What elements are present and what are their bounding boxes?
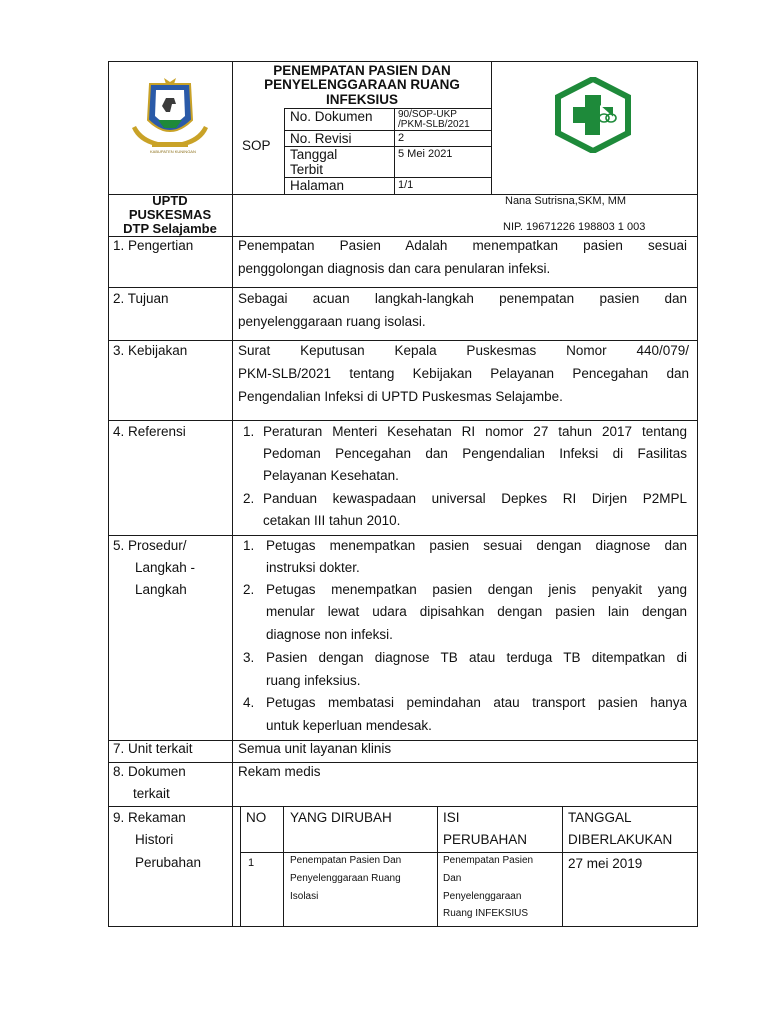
list-item-line: menular lewat udara dipisahkan dengan pasien lain dengan: [266, 604, 687, 619]
meta-value-issue-date: 5 Mei 2021: [398, 148, 453, 160]
table-cell-yang-dirubah: Isolasi: [290, 891, 319, 902]
emblem-caption: KABUPATEN KUNINGAN: [150, 149, 196, 154]
border: [108, 61, 698, 62]
border: [108, 287, 698, 288]
section-text-line: Rekam medis: [238, 764, 321, 779]
list-number: 2.: [243, 582, 255, 597]
border: [108, 762, 698, 763]
section-text-line: Semua unit layanan klinis: [238, 741, 392, 756]
list-number: 3.: [243, 650, 255, 665]
signatory-nip: NIP. 19671226 198803 1 003: [503, 221, 646, 233]
table-header-isi: ISI: [443, 810, 460, 825]
document-title-line: PENYELENGGARAAN RUANG: [264, 77, 460, 92]
meta-value-revision: 2: [398, 132, 405, 144]
list-number: 1.: [243, 538, 255, 553]
border: [437, 806, 438, 927]
list-item-line: Petugas menempatkan pasien dengan jenis penyakit yang: [266, 582, 687, 597]
section-label-tujuan: 2. Tujuan: [113, 291, 169, 306]
border: [108, 61, 109, 927]
border: [283, 806, 284, 927]
border: [108, 420, 698, 421]
border: [108, 740, 698, 741]
list-item-line: Petugas menempatkan pasien sesuai dengan diagnose dan: [266, 538, 687, 553]
document-title-line: PENEMPATAN PASIEN DAN: [273, 63, 451, 78]
sop-label: SOP: [242, 138, 271, 153]
list-number: 2.: [243, 491, 255, 506]
section-label-pengertian: 1. Pengertian: [113, 238, 194, 253]
section-label-rekaman: 9. Rekaman: [113, 810, 186, 825]
list-item-line: Petugas membatasi pemindahan atau transport pasien hanya: [266, 695, 687, 710]
section-label-kebijakan: 3. Kebijakan: [113, 343, 188, 358]
list-item-line: ruang infeksius.: [266, 673, 361, 688]
section-label-prosedur: Langkah -: [135, 560, 196, 575]
signatory-name: Nana Sutrisna,SKM, MM: [505, 195, 627, 207]
regency-emblem-icon: [128, 76, 212, 156]
section-label-prosedur: 5. Prosedur/: [113, 538, 187, 553]
meta-value-document-number: 90/SOP-UKP: [398, 109, 457, 120]
table-cell-yang-dirubah: Penyelenggaraan Ruang: [290, 873, 401, 884]
meta-label-page: Halaman: [290, 178, 345, 193]
section-label-unit-terkait: 7. Unit terkait: [113, 741, 193, 756]
section-label-referensi: 4. Referensi: [113, 424, 186, 439]
section-label-dokumen-terkait: 8. Dokumen: [113, 764, 186, 779]
list-item-line: Panduan kewaspadaan universal Depkes RI Dirjen P2MPL: [263, 491, 687, 506]
table-header-tanggal: DIBERLAKUKAN: [568, 832, 673, 847]
list-item-line: Peraturan Menteri Kesehatan RI nomor 27 tahun 2017 tentang: [263, 424, 687, 439]
list-item-line: untuk keperluan mendesak.: [266, 718, 432, 733]
list-item-line: Pasien dengan diagnose TB atau terduga TB ditempatkan di: [266, 650, 687, 665]
org-name: PUSKESMAS: [128, 207, 212, 222]
section-text-line: PKM-SLB/2021 tentang Kebijakan Pelayanan Pencegahan dan: [238, 366, 689, 381]
document-title-line: INFEKSIUS: [325, 92, 398, 107]
list-item-line: diagnose non infeksi.: [266, 627, 393, 642]
border: [284, 108, 285, 195]
section-text-line: Penempatan Pasien Adalah menempatkan pasien sesuai: [238, 238, 687, 253]
meta-value-page: 1/1: [398, 179, 414, 191]
table-cell-tanggal: 27 mei 2019: [568, 856, 643, 871]
border: [240, 852, 698, 853]
section-label-rekaman: Perubahan: [135, 855, 202, 870]
list-number: 4.: [243, 695, 255, 710]
border: [232, 61, 233, 927]
meta-label-issue-date: Tanggal: [290, 147, 338, 162]
border: [491, 61, 492, 194]
table-header-tanggal: TANGGAL: [568, 810, 632, 825]
puskesmas-logo-icon: [554, 77, 632, 153]
border: [108, 340, 698, 341]
table-cell-yang-dirubah: Penempatan Pasien Dan: [290, 855, 402, 866]
list-item-line: instruksi dokter.: [266, 560, 360, 575]
org-name: DTP Selajambe: [123, 221, 217, 236]
table-header-isi: PERUBAHAN: [443, 832, 528, 847]
meta-label-issue-date: Terbit: [290, 162, 324, 177]
border: [394, 108, 395, 195]
section-text-line: Surat Keputusan Kepala Puskesmas Nomor 440/079/: [238, 343, 689, 358]
section-label-prosedur: Langkah: [135, 582, 187, 597]
border: [108, 535, 698, 536]
table-header-no: NO: [246, 810, 267, 825]
table-header-yang-dirubah: YANG DIRUBAH: [290, 810, 392, 825]
table-cell-isi: Ruang INFEKSIUS: [443, 908, 529, 919]
list-item-line: cetakan III tahun 2010.: [263, 513, 401, 528]
org-name: UPTD: [152, 193, 188, 208]
section-text-line: penggolongan diagnosis dan cara penularan infeksi.: [238, 261, 551, 276]
meta-label-revision: No. Revisi: [290, 131, 352, 146]
table-cell-isi: Penyelenggaraan: [443, 891, 522, 902]
section-label-rekaman: Histori: [135, 832, 174, 847]
section-text-line: Pengendalian Infeksi di UPTD Puskesmas Selajambe.: [238, 389, 563, 404]
section-text-line: penyelenggaraan ruang isolasi.: [238, 314, 426, 329]
section-label-dokumen-terkait: terkait: [133, 786, 170, 801]
border: [108, 806, 698, 807]
list-number: 1.: [243, 424, 255, 439]
table-cell-isi: Penempatan Pasien: [443, 855, 534, 866]
list-item-line: Pelayanan Kesehatan.: [263, 468, 399, 483]
table-cell-no: 1: [248, 857, 255, 869]
table-cell-isi: Dan: [443, 873, 462, 884]
meta-value-document-number: /PKM-SLB/2021: [398, 119, 470, 130]
border: [697, 61, 698, 927]
list-item-line: Pedoman Pencegahan dan Pengendalian Infeksi di Fasilitas: [263, 446, 687, 461]
border: [108, 926, 698, 927]
border: [240, 806, 241, 927]
border: [562, 806, 563, 927]
section-text-line: Sebagai acuan langkah-langkah penempatan pasien dan: [238, 291, 687, 306]
meta-label-document-number: No. Dokumen: [290, 109, 373, 124]
